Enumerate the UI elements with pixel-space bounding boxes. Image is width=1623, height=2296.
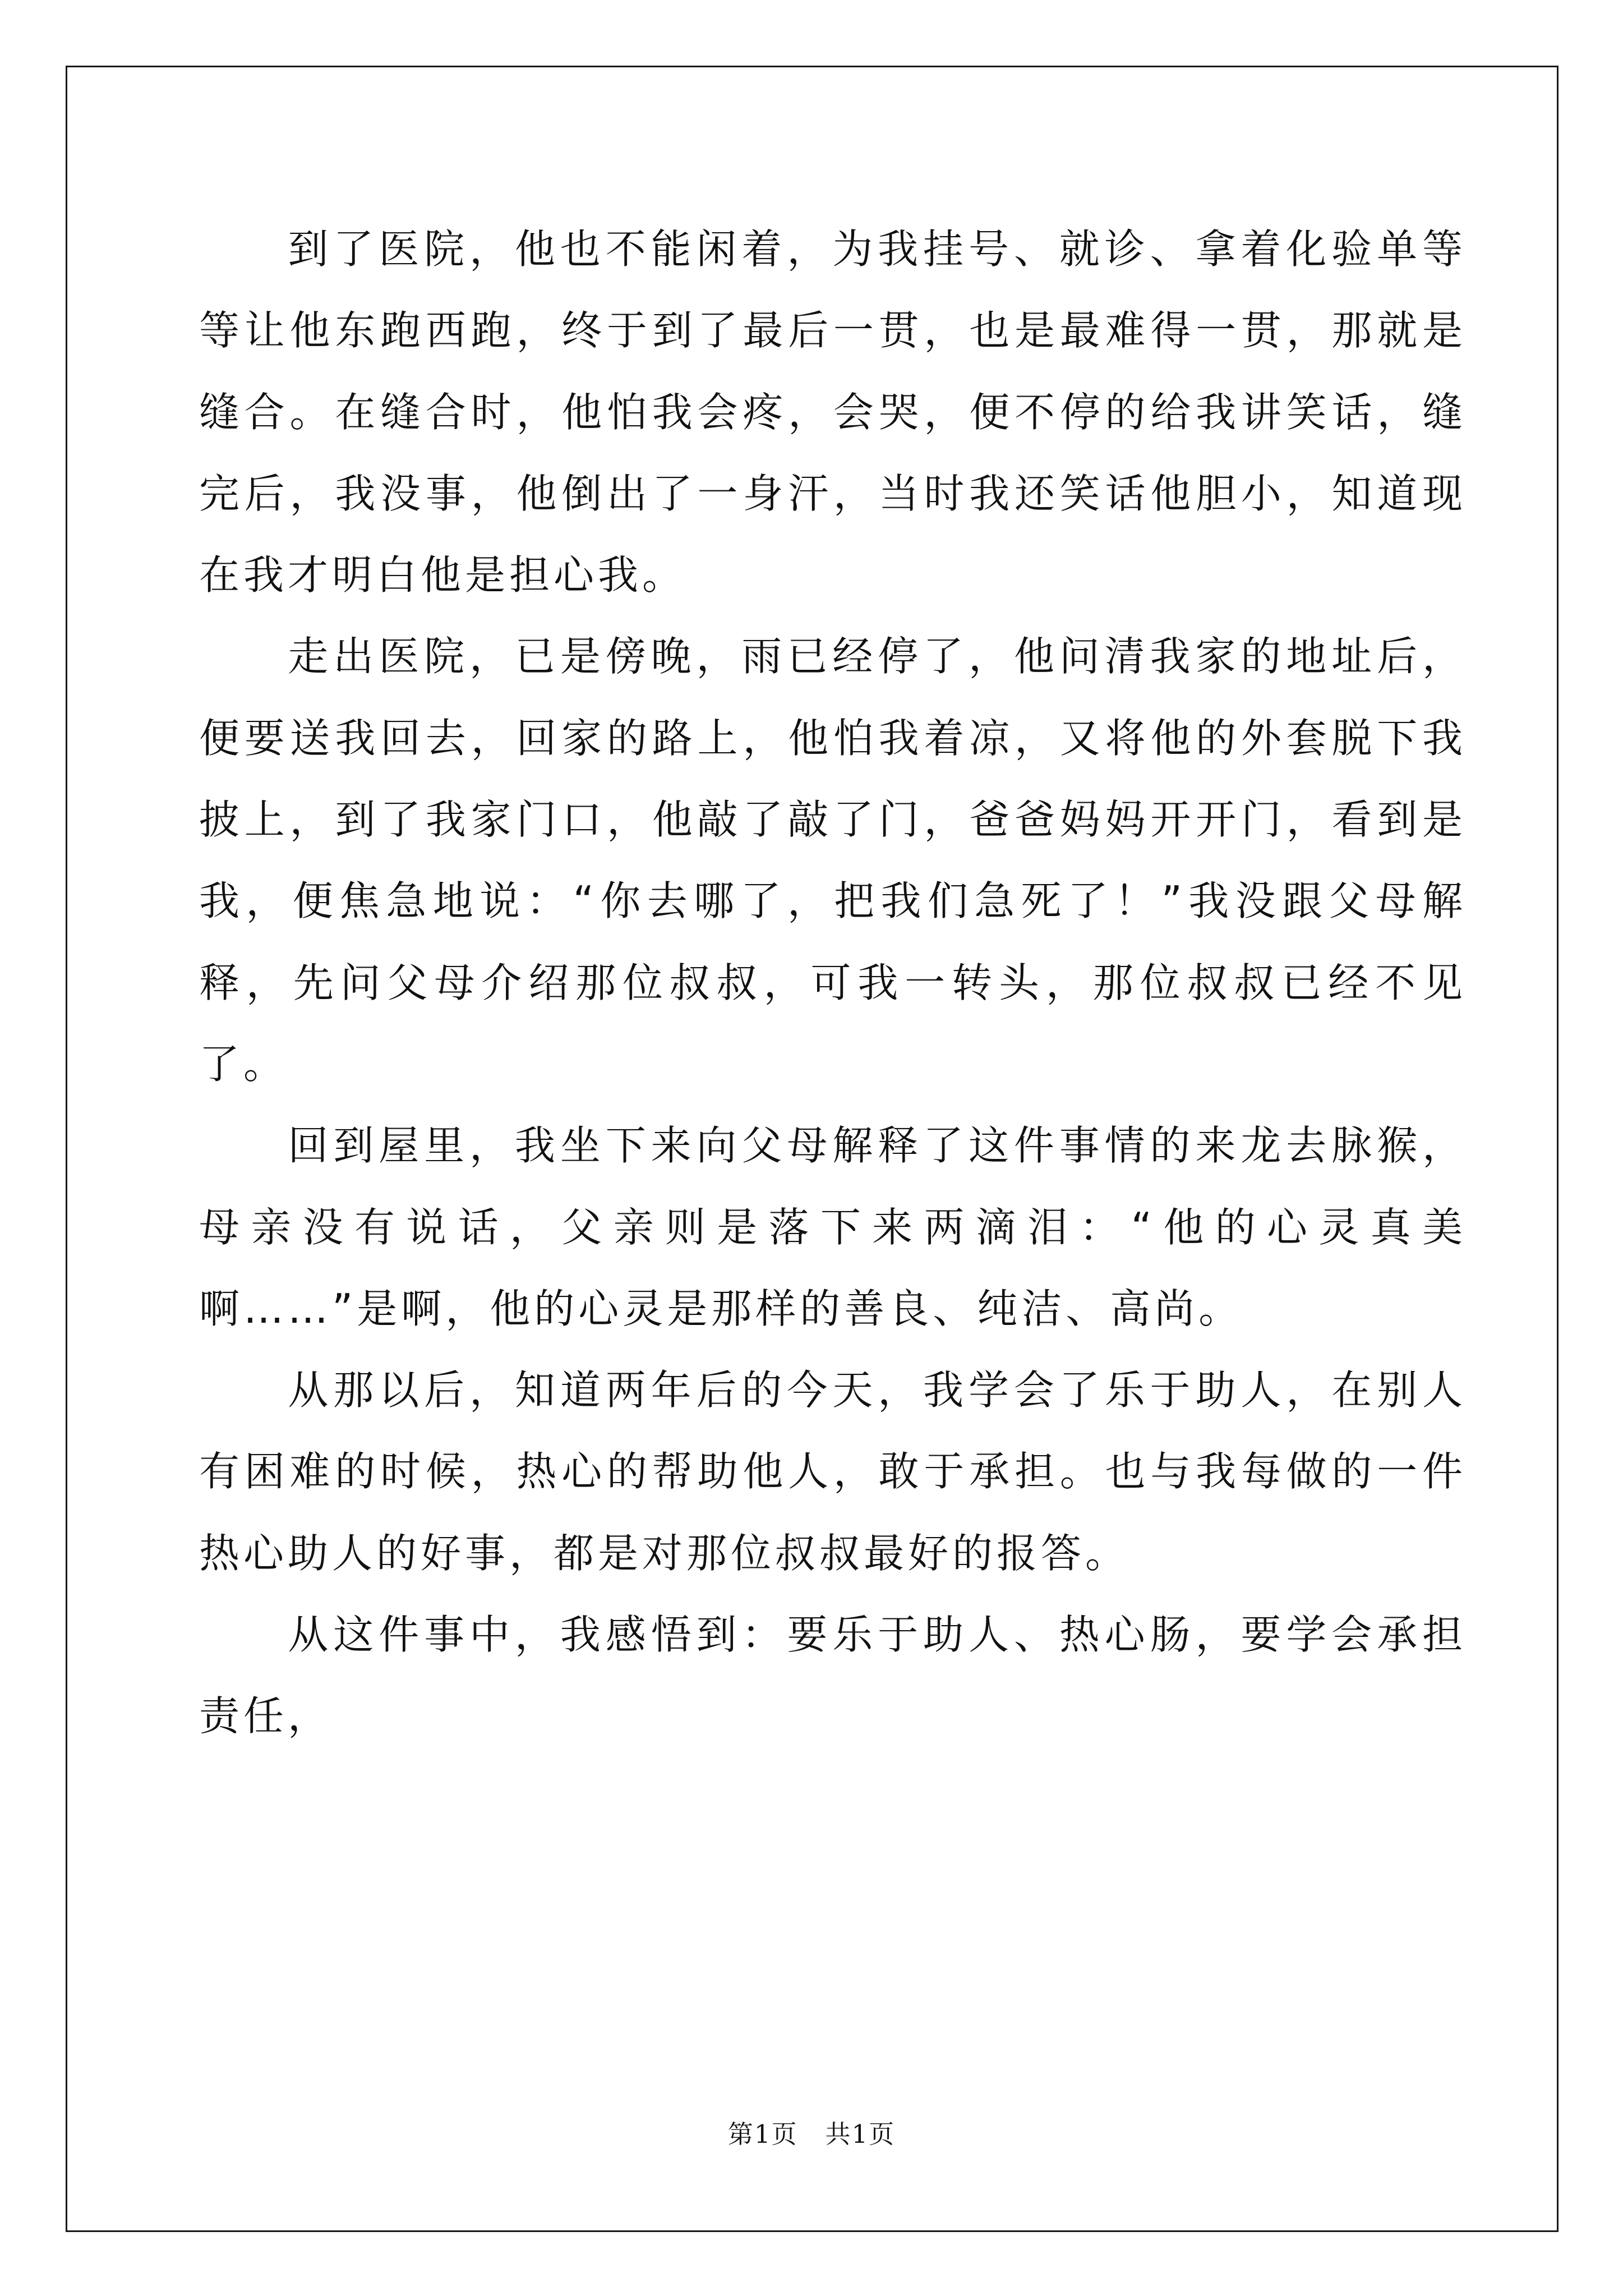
- paragraph-5: 从这件事中，我感悟到：要乐于助人、热心肠，要学会承担责任，: [199, 1611, 1467, 1740]
- paragraph-3: 回到屋里，我坐下来向父母解释了这件事情的来龙去脉猴，母亲没有说话，父亲则是落下来两滴泪：“他的心灵真美啊……”是啊，他的心灵是那样的善良、纯洁、高尚。: [199, 1122, 1467, 1332]
- paragraph-2: 走出医院，已是傍晚，雨已经停了，他问清我家的地址后，便要送我回去，回家的路上，他怕我着凉，又将他的外套脱下我披上，到了我家门口，他敲了敲了门，爸爸妈妈开开门，看到是我，便焦急地说：“你去哪了，把我们急死了！”我没跟父母解释，先问父母介绍那位叔叔，可我一转头，那位叔叔已经不见了。: [199, 633, 1467, 1088]
- page-number-footer: 第1页 共1页: [727, 2119, 896, 2149]
- paragraph-1: 到了医院，他也不能闲着，为我挂号、就诊、拿着化验单等等让他东跑西跑，终于到了最后一贯，也是最难得一贯，那就是缝合。在缝合时，他怕我会疼，会哭，便不停的给我讲笑话，缝完后，我没事，他倒出了一身汗，当时我还笑话他胆小，知道现在我才明白他是担心我。: [199, 226, 1467, 599]
- paragraph-4: 从那以后，知道两年后的今天，我学会了乐于助人，在别人有困难的时候，热心的帮助他人，敢于承担。也与我每做的一件热心助人的好事，都是对那位叔叔最好的报答。: [199, 1366, 1467, 1577]
- document-body: [199, 209, 1467, 1757]
